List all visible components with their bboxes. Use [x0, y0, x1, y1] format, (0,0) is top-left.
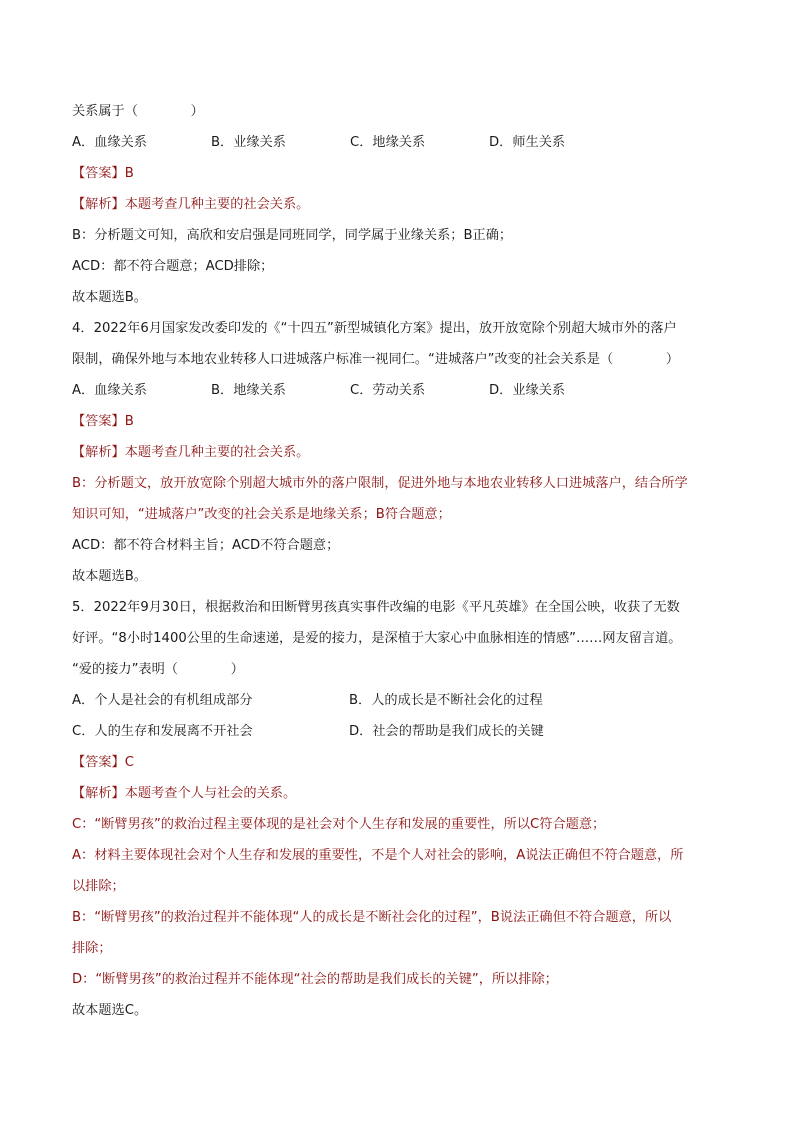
q5-analysis-5: B：“断臂男孩”的救治过程并不能体现“人的成长是不断社会化的过程”，B说法正确但不符合题意，所以: [72, 910, 672, 925]
q5-option-d: D．社会的帮助是我们成长的关键: [349, 724, 544, 739]
q3-option-b: B．业缘关系: [211, 135, 286, 150]
q4-option-c: C．劳动关系: [350, 383, 426, 398]
q5-options-row-1: [72, 690, 724, 721]
q3-analysis-3: ACD：都不符合题意；ACD排除；: [72, 259, 274, 274]
q4-analysis-4: ACD：都不符合材料主旨；ACD不符合题意；: [72, 538, 340, 553]
q5-analysis-4: 以排除；: [72, 879, 125, 894]
q4-stem-2: 限制，确保外地与本地农业转移人口进城落户标准一视同仁。“进城落户”改变的社会关系是（ ）: [72, 352, 680, 367]
q5-stem-2: 好评。“8小时1400公里的生命速递，是爱的接力，是深植于大家心中血脉相连的情感”……网友留言道。: [72, 631, 682, 646]
q3-stem-tail: 关系属于（ ）: [72, 104, 204, 119]
q4-analysis-3: 知识可知，“进城落户”改变的社会关系是地缘关系；B符合题意；: [72, 507, 451, 522]
q5-stem-1: 5．2022年9月30日，根据救治和田断臂男孩真实事件改编的电影《平凡英雄》在全国公映，收获了无数: [72, 600, 680, 615]
q5-option-c: C．人的生存和发展离不开社会: [72, 724, 253, 739]
q5-option-a: A．个人是社会的有机组成部分: [72, 693, 253, 708]
q3-analysis-1: 【解析】本题考查几种主要的社会关系。: [72, 197, 310, 212]
q5-answer: 【答案】C: [72, 755, 134, 770]
q4-analysis-1: 【解析】本题考查几种主要的社会关系。: [72, 445, 310, 460]
q5-analysis-2: C：“断臂男孩”的救治过程主要体现的是社会对个人生存和发展的重要性，所以C符合题意；: [72, 817, 606, 832]
q5-analysis-7: D：“断臂男孩”的救治过程并不能体现“社会的帮助是我们成长的关键”，所以排除；: [72, 972, 558, 987]
q3-option-c: C．地缘关系: [350, 135, 426, 150]
q5-analysis-3: A：材料主要体现社会对个人生存和发展的重要性，不是个人对社会的影响，A说法正确但不符合题意，所: [72, 848, 684, 863]
q3-options: [72, 132, 724, 163]
q4-options: [72, 380, 724, 411]
q4-option-d: D．业缘关系: [489, 383, 566, 398]
q5-stem-3: “爱的接力”表明（ ）: [72, 662, 244, 677]
q5-analysis-8: 故本题选C。: [72, 1003, 148, 1018]
q3-option-d: D．师生关系: [489, 135, 566, 150]
q4-answer: 【答案】B: [72, 414, 134, 429]
q4-analysis-5: 故本题选B。: [72, 569, 147, 584]
q5-analysis-6: 排除；: [72, 941, 112, 956]
q3-option-a: A．血缘关系: [72, 135, 147, 150]
q4-option-b: B．地缘关系: [211, 383, 286, 398]
exam-page: [72, 101, 724, 1031]
q5-option-b: B．人的成长是不断社会化的过程: [349, 693, 543, 708]
q5-analysis-1: 【解析】本题考查个人与社会的关系。: [72, 786, 297, 801]
q4-option-a: A．血缘关系: [72, 383, 147, 398]
q3-answer: 【答案】B: [72, 166, 134, 181]
q4-stem-1: 4．2022年6月国家发改委印发的《“十四五”新型城镇化方案》提出，放开放宽除个别超大城市外的落户: [72, 321, 677, 336]
q4-analysis-2: B：分析题文，放开放宽除个别超大城市外的落户限制，促进外地与本地农业转移人口进城落户，结合所学: [72, 476, 688, 491]
q3-analysis-4: 故本题选B。: [72, 290, 147, 305]
q5-options-row-2: [72, 721, 724, 752]
q3-analysis-2: B：分析题文可知，高欣和安启强是同班同学，同学属于业缘关系；B正确；: [72, 228, 513, 243]
